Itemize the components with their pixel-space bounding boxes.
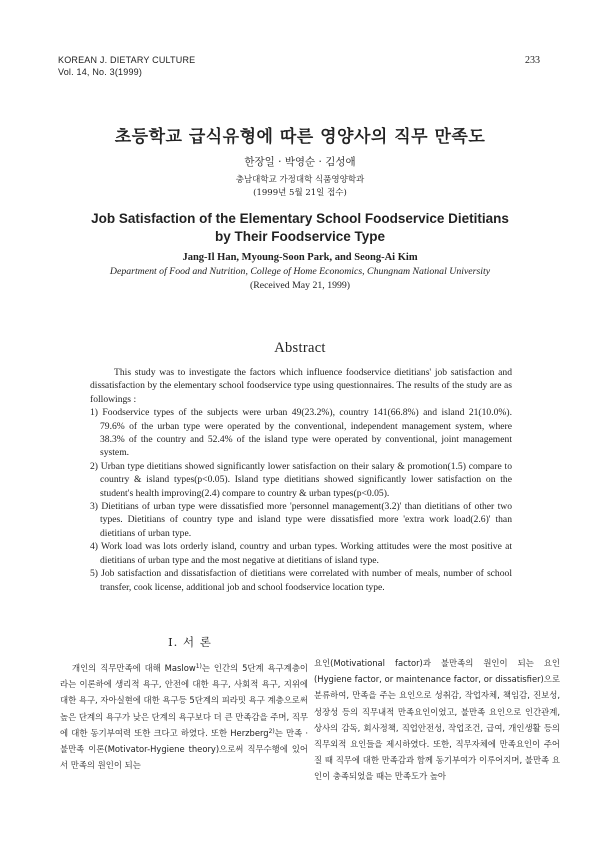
- body-column-right: [314, 655, 560, 785]
- abstract-result-item: 1) Foodservice types of the subjects were urban 49(23.2%), country 141(66.8%) and island 21(10.0%). 79.6% of the urban type were operated by the conventional, independent management system, where 38.3% of the country and 52.4% of the island type were operated by conventional, joint management system.: [90, 407, 512, 459]
- english-title-line2: by Their Foodservice Type: [214, 229, 386, 244]
- english-authors: Jang-Il Han, Myoung-Soon Park, and Seong-Ai Kim: [182, 252, 418, 263]
- korean-received-date: (1999년 5월 21일 접수): [253, 188, 347, 198]
- abstract-result-item: 4) Work load was lots orderly island, country and urban types. Working attitudes were the most positive at dietitians of urban type and the most negative at dietitians of island type.: [90, 541, 512, 566]
- page-number: 233: [525, 55, 540, 66]
- abstract-results-list: [90, 406, 512, 594]
- body-paragraph: [60, 660, 308, 773]
- body-column-left: [60, 660, 308, 773]
- journal-volume: Vol. 14, No. 3(1999): [58, 67, 143, 77]
- journal-header: [58, 54, 195, 78]
- abstract-result-item: 2) Urban type dietitians showed significantly lower satisfaction on their salary & promotion(1.5) compare to country & island types(p<0.05). Island type dietitians showed significantly lower satisfaction on the student's health improving(2.4) compare to country & urban types(p<0.05).: [90, 460, 512, 499]
- body-text: 는 인간의 5단계 욕구계층이라는 이론하에 생리적 욕구, 안전에 대한 욕구, 사회적 욕구, 지위에 대한 욕구, 자아실현에 대한 욕구등 5단계의 피라밋 욕구 계층으로써 높은 단계의 욕구가 낮은 단계의 욕구보다 더 큰 만족감을 주며, 직무에 대한 동기부여력 또한 크다고 하였다. 또한 Herzberg: [60, 663, 308, 738]
- citation-ref: 1): [195, 663, 202, 670]
- english-title: [0, 210, 600, 246]
- english-received-date: (Received May 21, 1999): [249, 280, 351, 291]
- abstract-body: [90, 366, 512, 594]
- abstract-result-item: 5) Job satisfaction and dissatisfaction of dietitians were correlated with number of meals, number of school transfer, cook license, additional job and school foodservice location type.: [90, 568, 512, 593]
- citation-ref: 2): [268, 727, 275, 735]
- journal-name: KOREAN J. DIETARY CULTURE: [58, 55, 196, 65]
- abstract-heading: Abstract: [274, 340, 326, 356]
- english-affiliation: Department of Food and Nutrition, College of Home Economics, Chungnam National University: [109, 266, 491, 277]
- body-text: 개인의 직무만족에 대해 Maslow: [72, 663, 196, 673]
- english-title-line1: Job Satisfaction of the Elementary School Foodservice Dietitians: [91, 211, 509, 226]
- section-heading-introduction: I. 서 론: [168, 635, 212, 649]
- korean-title: 초등학교 급식유형에 따른 영양사의 직무 만족도: [114, 127, 486, 147]
- abstract-result-item: 3) Dietitians of urban type were dissatisfied more 'personnel management(3.2)' than dietitians of other two types. Dietitians of country type and island type were dissatisfied more 'extra work load(2.6)' than dietitians of urban type.: [90, 501, 512, 539]
- body-paragraph: 요인(Motivational factor)과 불만족의 원인이 되는 요인(Hygiene factor, or maintenance factor, or dissatisfier)으로 분류하여, 만족을 주는 요인으로 성취감, 작업자체, 책임감, 진보성, 성장성 등의 직무내적 만족요인이었고, 불만족 요인으로 인간관계, 상사의 감독, 회사정책, 직업안전성, 작업조건, 급여, 개인생활 등의 직무외적 요인들을 제시하였다. 또한, 직무자체에 만족요인이 주어질 때 직무에 대한 만족감과 함께 동기부여가 이루어지며, 불만족 요인이 충족되었을 때는 만족도가 높아: [314, 658, 560, 782]
- korean-authors: 한장일 · 박영순 · 김성애: [244, 156, 356, 168]
- abstract-intro: This study was to investigate the factors which influence foodservice dietitians' job satisfaction and dissatisfaction by the elementary school foodservice type using questionnaires. The results of the study are as followings :: [90, 367, 512, 405]
- body-text: 는 만족 · 불만족 이론(Motivator-Hygiene theory)으로써 직무수행에 있어서 만족의 원인이 되는: [60, 727, 308, 771]
- korean-affiliation: 충남대학교 가정대학 식품영양학과: [235, 175, 365, 185]
